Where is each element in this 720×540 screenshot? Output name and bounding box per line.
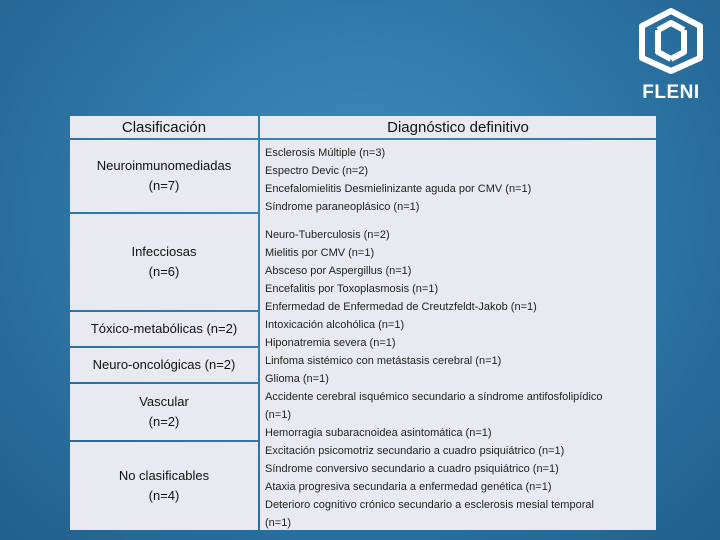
- diagnosis-item: Absceso por Aspergillus (n=1): [265, 265, 412, 277]
- diagnosis-table: [70, 116, 656, 530]
- diagnosis-item: (n=1): [265, 517, 291, 529]
- diagnoses-group-2: [260, 222, 656, 530]
- diagnosis-item: Esclerosis Múltiple (n=3): [265, 147, 386, 159]
- diagnosis-item: Intoxicación alcohólica (n=1): [265, 319, 405, 331]
- category-neuroinmunomediadas: [70, 140, 258, 212]
- category-toxico-metabolicas: [70, 312, 258, 346]
- fleni-logo-mark-icon: [636, 8, 706, 74]
- header-clasificacion: Clasificación: [70, 116, 258, 138]
- category-label: No clasificables: [118, 468, 210, 483]
- category-label: Tóxico-metabólicas (n=2): [90, 321, 238, 336]
- diagnosis-item: Glioma (n=1): [265, 373, 329, 385]
- diagnosis-item: Síndrome paraneoplásico (n=1): [265, 201, 420, 213]
- fleni-logo-text: FLENI: [642, 82, 700, 103]
- category-vascular: [70, 384, 258, 440]
- fleni-logo: [636, 8, 706, 103]
- diagnosis-item: Enfermedad de Enfermedad de Creutzfeldt-Jakob (n=1): [265, 301, 537, 313]
- diagnosis-item: Encefalitis por Toxoplasmosis (n=1): [265, 283, 439, 295]
- diagnosis-item: Ataxia progresiva secundaria a enfermedad genética (n=1): [265, 481, 552, 493]
- category-count: (n=6): [148, 264, 180, 279]
- category-infecciosas: [70, 214, 258, 310]
- category-label: Neuro-oncológicas (n=2): [92, 357, 236, 372]
- category-neuro-oncologicas: [70, 348, 258, 382]
- diagnosis-item: Neuro-Tuberculosis (n=2): [265, 229, 390, 241]
- diagnosis-item: Síndrome conversivo secundario a cuadro psiquiátrico (n=1): [265, 463, 559, 475]
- diagnoses-group-1: [260, 140, 656, 224]
- category-label: Infecciosas: [131, 244, 197, 259]
- category-label: Vascular: [139, 394, 189, 409]
- category-count: (n=7): [148, 178, 180, 193]
- header-diagnostico: Diagnóstico definitivo: [260, 116, 656, 138]
- diagnosis-item: Deterioro cognitivo crónico secundario a esclerosis mesial temporal: [265, 499, 594, 511]
- category-count: (n=2): [148, 414, 180, 429]
- category-count: (n=4): [148, 488, 180, 503]
- diagnosis-item: Accidente cerebral isquémico secundario a síndrome antifosfolipídico: [265, 391, 603, 403]
- diagnosis-item: Hemorragia subaracnoidea asintomática (n=1): [265, 427, 492, 439]
- category-label: Neuroinmunomediadas: [96, 158, 232, 173]
- diagnosis-item: Hiponatremia severa (n=1): [265, 337, 396, 349]
- diagnosis-item: Excitación psicomotriz secundario a cuadro psiquiátrico (n=1): [265, 445, 565, 457]
- category-no-clasificables: [70, 442, 258, 530]
- diagnosis-item: Espectro Devic (n=2): [265, 165, 369, 177]
- diagnosis-item: Encefalomielitis Desmielinizante aguda por CMV (n=1): [265, 183, 532, 195]
- diagnosis-item: Linfoma sistémico con metástasis cerebral (n=1): [265, 355, 502, 367]
- diagnosis-item: Mielitis por CMV (n=1): [265, 247, 375, 259]
- diagnosis-item: (n=1): [265, 409, 291, 421]
